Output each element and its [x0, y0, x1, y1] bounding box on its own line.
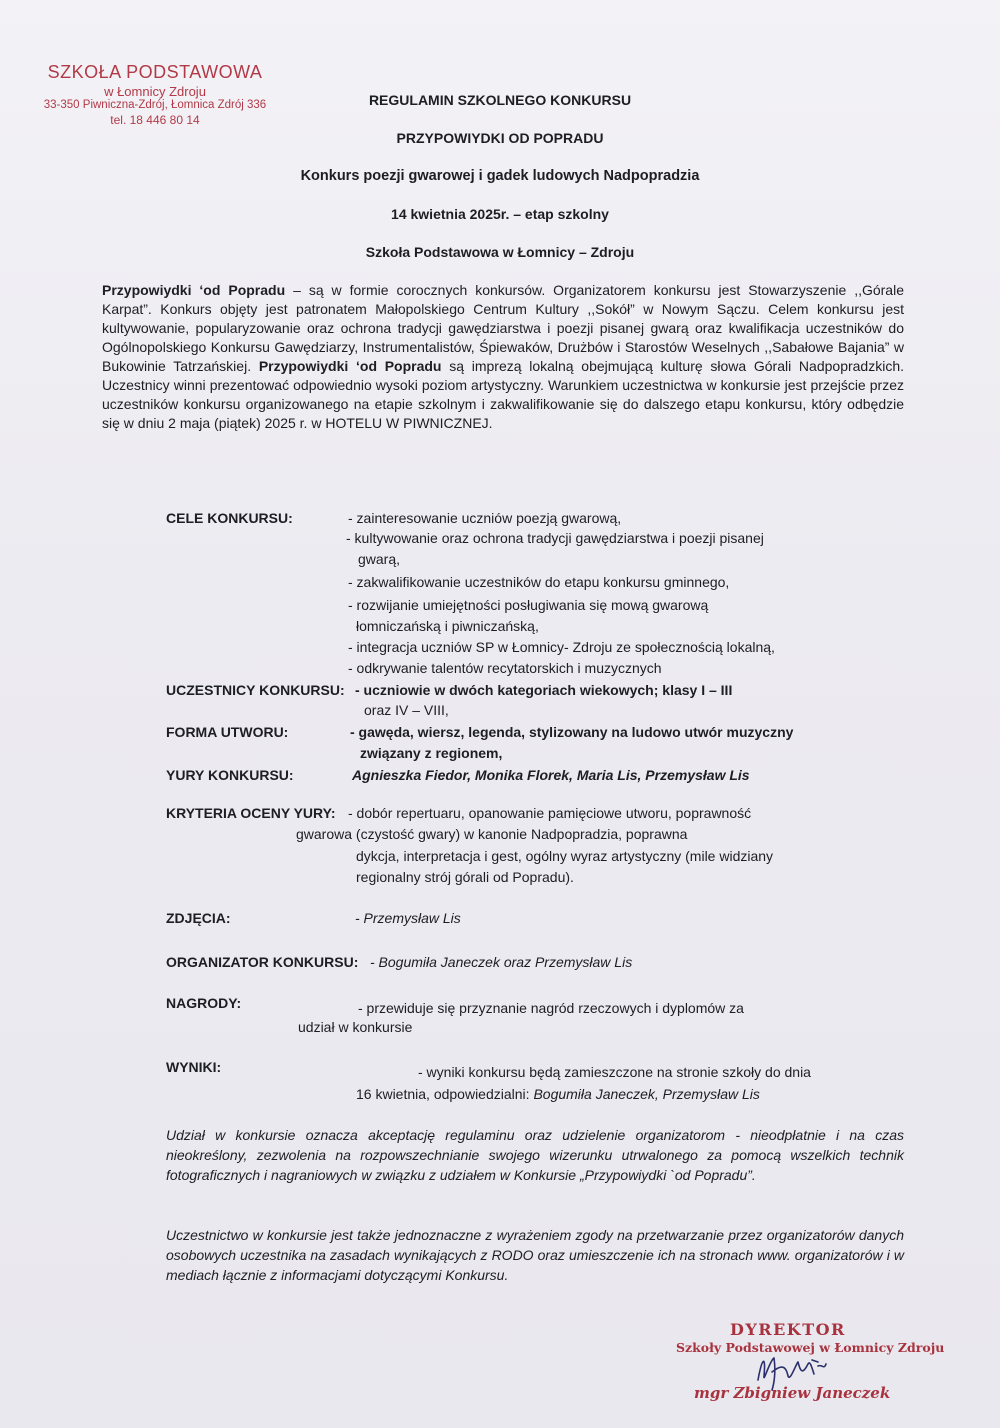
- criteria-label: KRYTERIA OCENY YURY:: [166, 805, 336, 821]
- signature-school: Szkoły Podstawowej w Łomnicy Zdroju: [676, 1340, 945, 1355]
- organizer-value: - Bogumiła Janeczek oraz Przemysław Lis: [370, 954, 633, 970]
- criteria-line: - dobór repertuaru, opanowanie pamięciowe utworu, poprawność: [348, 805, 752, 821]
- goal-line: gwarą,: [358, 551, 401, 567]
- form-value: - gawęda, wiersz, legenda, stylizowany na ludowo utwór muzyczny: [350, 724, 794, 740]
- jury-label: YURY KONKURSU:: [166, 767, 294, 783]
- results-label: WYNIKI:: [166, 1059, 222, 1075]
- stamp-location: w Łomnicy Zdroju: [104, 83, 206, 99]
- participants-value-cont: oraz IV – VIII,: [364, 702, 449, 718]
- contest-subtitle: Konkurs poezji gwarowej i gadek ludowych Nadpopradzia: [300, 168, 700, 184]
- intro-lead: Przypowiydki ‘od Popradu: [102, 282, 286, 298]
- intro-text-1: – są w formie corocznych konkursów. Organizatorem konkursu jest Stowarzyszenie ,,Górale Karpat”. Konkurs objęty jest patronatem Małopolskiego Centrum Kultury ,,Sokół” w Nowym Sączu. Celem konkursu jest kultywowanie, popularyzowanie oraz ochrona tradycji gawędziarstwa i poezji pisanej gwarą oraz kwalifikacja uczestników do Ogólnopolskiego Konkursu Gawędziarzy, Instrumentalistów, Śpiewaków, Drużbów i Starostów Weselnych ,,Sabałowe Bajania” w Bukowinie Tatrzańskiej.: [102, 282, 904, 374]
- goal-line: - odkrywanie talentów recytatorskich i muzycznych: [348, 660, 662, 676]
- goal-line: - kultywowanie oraz ochrona tradycji gawędziarstwa i poezji pisanej: [346, 530, 764, 546]
- form-label: FORMA UTWORU:: [166, 724, 289, 740]
- goal-line: - integracja uczniów SP w Łomnicy- Zdroju ze społecznością lokalną,: [348, 639, 775, 655]
- gdpr-paragraph: Uczestnictwo w konkursie jest także jednoznaczne z wyrażeniem zgody na przetwarzanie przez organizatorów danych osobowych uczestnika na zasadach wynikających z RODO oraz umieszczenie ich na stronach www. organizatorów i w mediach łącznie z informacjami dotyczącymi Konkursu.: [166, 1227, 904, 1283]
- goal-line: - zainteresowanie uczniów poezją gwarową,: [348, 510, 622, 526]
- organizer-label: ORGANIZATOR KONKURSU:: [166, 954, 359, 970]
- goal-line: łomniczańską i piwniczańską,: [356, 618, 539, 634]
- intro-mid: Przypowiydki ‘od Popradu: [258, 358, 442, 374]
- goal-line: - zakwalifikowanie uczestników do etapu konkursu gminnego,: [348, 574, 730, 590]
- goals-label: CELE KONKURSU:: [166, 510, 293, 526]
- signature-title: DYREKTOR: [730, 1320, 846, 1339]
- document-title: REGULAMIN SZKOLNEGO KONKURSU: [368, 92, 632, 108]
- criteria-line: dykcja, interpretacja i gest, ogólny wyraz artystyczny (mile widziany: [356, 848, 774, 864]
- results-value-cont: [356, 1085, 760, 1104]
- contest-name: PRZYPOWIYDKI OD POPRADU: [396, 130, 604, 146]
- criteria-line: regionalny strój górali od Popradu).: [356, 869, 574, 885]
- stamp-phone: tel. 18 446 80 14: [110, 112, 200, 127]
- participants-label: UCZESTNICY KONKURSU:: [166, 682, 345, 698]
- stamp-school-name: SZKOŁA PODSTAWOWA: [47, 62, 263, 82]
- intro-text-2: są imprezą lokalną obejmującą kulturę słowa Górali Nadpopradzkich. Uczestnicy winni prezentować odpowiednio wysoki poziom artystyczny. Warunkiem uczestnictwa w konkursie jest przejście przez uczestników konkursu organizowanego na etapie szkolnym i zakwalifikowanie się do dalszego etapu konkursu, który odbędzie się w dniu 2 maja (piątek) 2025 r. w HOTELU W PIWNICZNEJ.: [102, 358, 904, 431]
- stamp-address: 33-350 Piwniczna-Zdrój, Łomnica Zdrój 336: [43, 99, 267, 112]
- contest-date: 14 kwietnia 2025r. – etap szkolny: [391, 206, 609, 222]
- photos-label: ZDJĘCIA:: [166, 910, 231, 926]
- prizes-label: NAGRODY:: [166, 995, 242, 1011]
- results-date: 16 kwietnia, odpowiedzialni:: [356, 1086, 534, 1102]
- jury-value: Agnieszka Fiedor, Monika Florek, Maria Lis, Przemysław Lis: [352, 767, 750, 783]
- results-value: - wyniki konkursu będą zamieszczone na stronie szkoły do dnia: [418, 1064, 811, 1080]
- consent-paragraph: Udział w konkursie oznacza akceptację regulaminu oraz udzielenie organizatorom - nieodpłatnie i na czas nieokreślony, zezwolenia na rozpowszechnianie swojego wizerunku utrwalonego za pomocą wszelkich technik fotograficznych i nagraniowych w związku z udziałem w Konkursie „Przypowiydki `od Popradu”.: [166, 1127, 904, 1183]
- results-responsible: Bogumiła Janeczek, Przemysław Lis: [533, 1086, 760, 1102]
- goal-line: - rozwijanie umiejętności posługiwania się mową gwarową: [348, 597, 709, 613]
- form-value-cont: związany z regionem,: [360, 745, 503, 761]
- criteria-line: gwarowa (czystość gwary) w kanonie Nadpopradzia, poprawna: [296, 826, 688, 842]
- participants-value: - uczniowie w dwóch kategoriach wiekowych; klasy I – III: [355, 682, 733, 698]
- contest-school: Szkoła Podstawowa w Łomnicy – Zdroju: [365, 244, 635, 260]
- signature-name: mgr Zbigniew Janeczek: [694, 1384, 891, 1402]
- prizes-value-cont: udział w konkursie: [298, 1019, 413, 1035]
- intro-paragraph: [102, 281, 904, 433]
- prizes-value: - przewiduje się przyznanie nagród rzeczowych i dyplomów za: [358, 1000, 744, 1016]
- photos-value: - Przemysław Lis: [355, 910, 461, 926]
